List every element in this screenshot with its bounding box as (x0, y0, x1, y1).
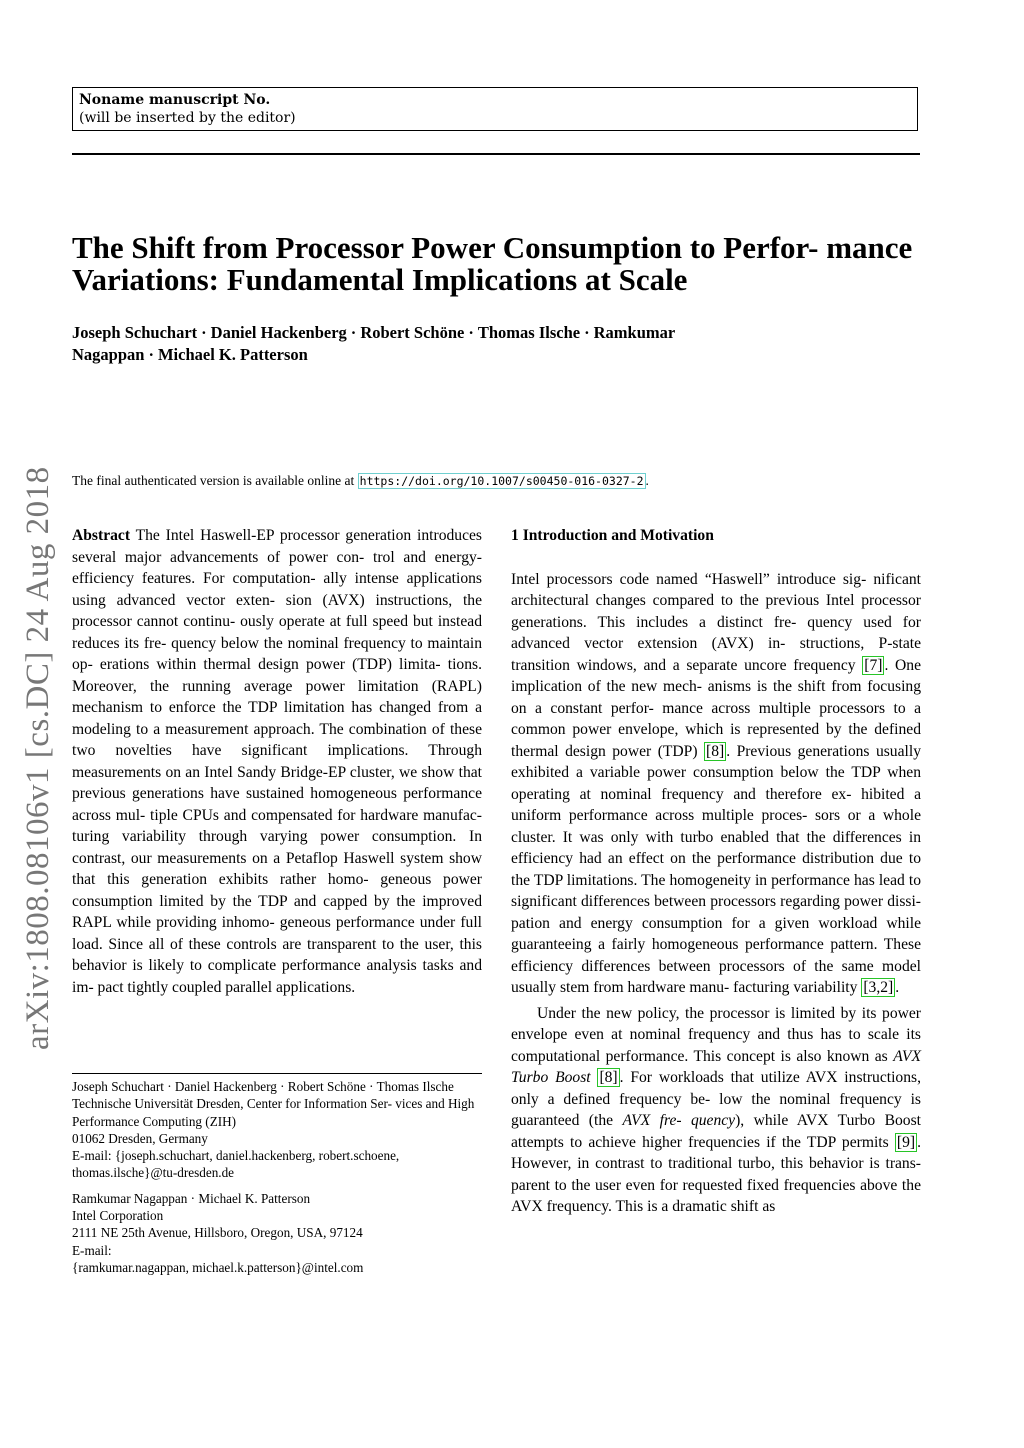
footnote-rule (72, 1073, 482, 1074)
intro-paragraph-2 (511, 1003, 921, 1218)
footnote-email-label: E-mail: (72, 1242, 112, 1258)
affiliation-footnotes (72, 1078, 482, 1284)
footnote-institution: Intel Corporation (72, 1208, 164, 1224)
footnote-authors: Ramkumar Nagappan · Michael K. Patterson (72, 1190, 311, 1206)
paragraph-text: . However, in contrast to traditional turbo, this behavior is trans- parent to the user even for requested fixed frequencies above the AVX frequency. This is a dramatic shift as (511, 1133, 921, 1215)
paragraph-text: . For workloads that utilize AVX instructions, only a defined frequency be- low the nominal frequency is guaranteed (the (511, 1069, 921, 1129)
intro-paragraph-1 (511, 569, 921, 999)
doi-link[interactable]: https://doi.org/10.1007/s00450-016-0327-2 (359, 474, 644, 488)
paragraph-text: Under the new policy, the processor is limited by its power envelope even at nominal frequency and thus has to scale its computational performance. This concept is also known as (511, 1004, 921, 1065)
emphasis-term: AVX Turbo Boost (511, 1047, 921, 1086)
manuscript-number-label: Noname manuscript No. (79, 92, 271, 108)
paragraph-text: . One implication of the new mech- anisms is the shift from focusing on a constant perfor- mance across multiple processors to a common power envelope, which is represented by the defined thermal design power (TDP) (511, 656, 922, 760)
paragraph-text: ), while AVX Turbo Boost attempts to achieve higher frequencies if the TDP permits (511, 1112, 921, 1151)
footnote-address: 01062 Dresden, Germany (72, 1130, 208, 1146)
manuscript-number-box (72, 87, 918, 131)
author-name: Robert Schöne (360, 323, 465, 342)
author-name: Joseph Schuchart (72, 323, 198, 342)
footnote-address: 2111 NE 25th Avenue, Hillsboro, Oregon, USA, 97124 (72, 1225, 363, 1241)
section-heading-introduction: 1 Introduction and Motivation (511, 527, 714, 544)
abstract (72, 525, 482, 998)
header-rule (72, 153, 920, 155)
affiliation-block-intel (72, 1190, 482, 1276)
abstract-text: The Intel Haswell-EP processor generation introduces several major advancements of power con- trol and energy-efficiency features. For computation- ally intense applications using advanced vector exten- sion (AVX) instructions, the processor cannot continu- ously operate at full speed but instead reduces its fre- quency below the nominal frequency to maintain op- erations within thermal design power (TDP) limita- tions. Moreover, the running average power limitation (RAPL) mechanism to enforce the TDP limitation has changed from a modeling to a measurement approach. The combination of these two novelties have significant implications. Through measurements on an Intel Sandy Bridge-EP cluster, we show that previous generations have sustained homogeneous performance across mul- tiple CPUs and compensated for hardware manufac- turing variability through varying power consumption. In contrast, our measurements on a Petaflop Haswell system show that this generation exhibits rather homo- geneous power consumption limited by the TDP and capped by the improved RAPL while providing inhomo- geneous performance under full load. Since all of these controls are transparent to the user, this behavior is likely to complicate performance analysis tasks and im- pact tightly coupled parallel applications. (72, 527, 482, 996)
final-version-text: The final authenticated version is available online at (72, 473, 355, 488)
left-column (72, 525, 482, 998)
footnote-institution: Technische Universität Dresden, Center for Information Ser- vices and High Performance Computing (ZIH) (72, 1096, 475, 1129)
footnote-email: {ramkumar.nagappan, michael.k.patterson}@intel.com (72, 1259, 364, 1275)
citation-link[interactable]: [7] (864, 656, 883, 674)
author-name: Daniel Hackenberg (210, 323, 347, 342)
final-version-note (72, 472, 932, 490)
paper-title: The Shift from Processor Power Consumption to Perfor- mance Variations: Fundamental Implications at Scale (72, 230, 913, 297)
author-name: Michael K. Patterson (157, 345, 308, 364)
author-separator: · (468, 323, 474, 342)
citation-link[interactable]: [3,2] (863, 979, 894, 996)
author-separator: · (201, 323, 207, 342)
footnote-authors: Joseph Schuchart · Daniel Hackenberg · Robert Schöne · Thomas Ilsche (72, 1079, 454, 1094)
author-separator: · (148, 345, 154, 364)
author-separator: · (584, 323, 590, 342)
affiliation-block-dresden (72, 1078, 482, 1182)
author-separator: · (350, 323, 357, 342)
emphasis-term: AVX fre- quency (622, 1112, 736, 1129)
author-name: Thomas Ilsche (477, 323, 581, 342)
paragraph-text: Intel processors code named “Haswell” introduce sig- nificant architectural changes compared to the previous Intel processor generations. This includes a distinct fre- quency used for advanced vector extension (AVX) in- structions, P-state transition windows, and a separate uncore frequency (511, 570, 921, 674)
editor-note: (will be inserted by the editor) (79, 110, 296, 126)
author-list (72, 322, 692, 366)
citation-link[interactable]: [8] (599, 1069, 618, 1086)
citation-link[interactable]: [9] (896, 1133, 916, 1151)
footnote-email: E-mail: {joseph.schuchart, daniel.hackenberg, robert.schoene, thomas.ilsche}@tu-dresden.de (72, 1148, 400, 1181)
citation-link[interactable]: [8] (706, 742, 725, 760)
right-column (511, 525, 921, 1218)
arxiv-stamp: arXiv:1808.08106v1 [cs.DC] 24 Aug 2018 (20, 466, 56, 1050)
paragraph-text: . (895, 979, 900, 996)
final-version-period: . (645, 473, 649, 488)
abstract-label: Abstract (72, 527, 131, 544)
author-name: Ramkumar Nagappan (72, 323, 675, 364)
paragraph-text: . Previous generations usually exhibited a variable power consumption below the TDP when operating at nominal frequency and therefore ex- hibited a uniform performance across multiple proces- sors or a whole cluster. It was only with turbo enabled that the differences in efficiency had an effect on the performance distribution due to the TDP limitations. The homogeneity in performance has lead to significant differences between processors regarding power dissi- pation and energy consumption for a given workload while guaranteeing a fairly homogeneous performance pattern. These efficiency differences between processors of the same model usually stem from hardware manu- facturing variability (511, 742, 921, 996)
